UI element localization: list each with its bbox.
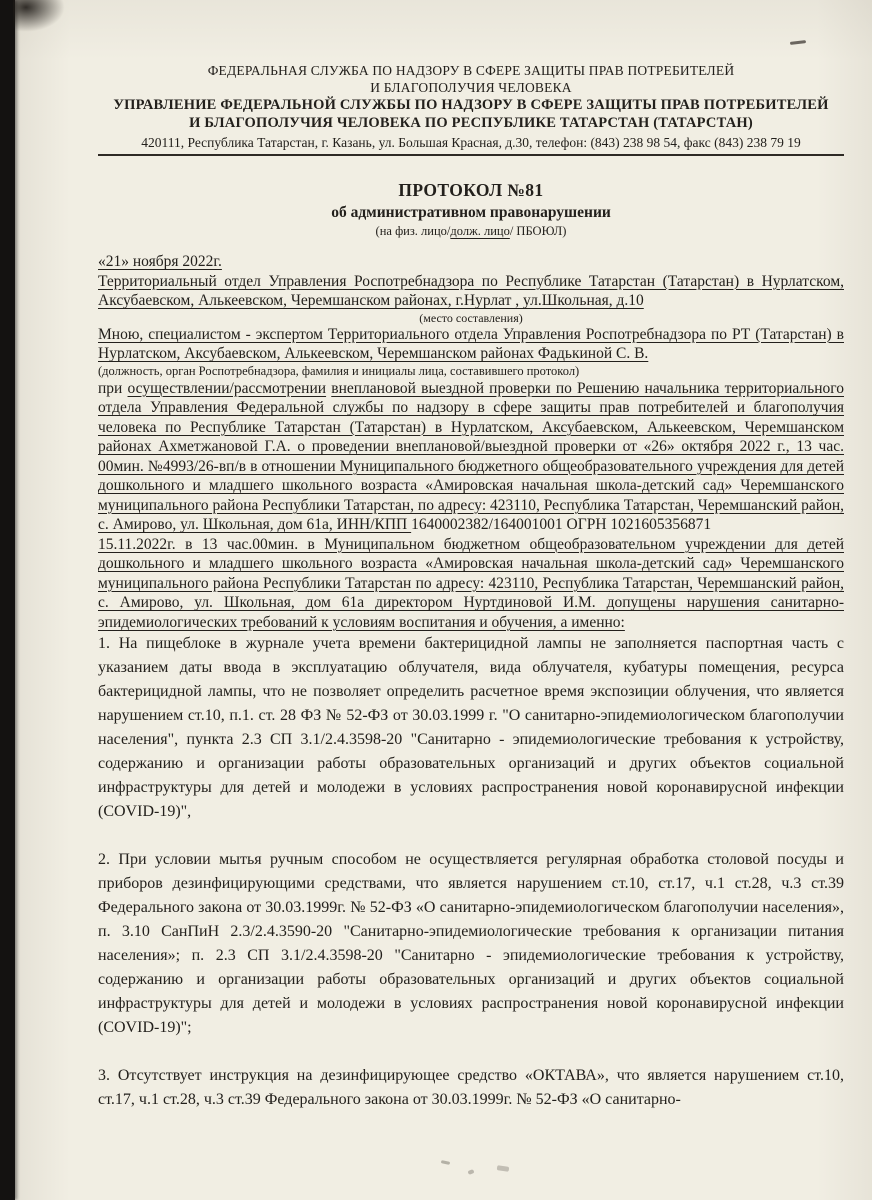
protocol-title: ПРОТОКОЛ №81 bbox=[398, 180, 544, 200]
protocol-subtitle: об административном правонарушении bbox=[331, 204, 611, 221]
scan-speck bbox=[497, 1165, 510, 1172]
header-agency-line1: ФЕДЕРАЛЬНАЯ СЛУЖБА ПО НАДЗОРУ В СФЕРЕ ЗАЩИТЫ ПРАВ ПОТРЕБИТЕЛЕЙ bbox=[207, 63, 735, 78]
scan-speck bbox=[467, 1169, 474, 1175]
scan-speck bbox=[441, 1160, 450, 1165]
violation-item-1: 1. На пищеблоке в журнале учета времени бактерицидной лампы не заполняется паспортная часть с указанием даты ввода в эксплуатацию облучателя, вида облучателя, кубатуры помещения, ресурса бактерицидной лампы, что не позволяет определить расчетное время экспозиции облучения, что является нарушением ст.10, п.1. ст. 28 ФЗ № 52-ФЗ от 30.03.1999 г. "О санитарно-эпидемиологическом благополучии населения", пункта 2.3 СП 3.1/2.4.3598-20 "Санитарно - эпидемиологические требования к устройству, содержанию и организации работы образовательных организаций и других объектов социальной инфраструктуры для детей и молодежи в условиях распространения новой коронавирусной инфекции (COVID-19)", bbox=[98, 635, 844, 820]
inspection-details: при осуществлении/рассмотрении внеплановой выездной проверки по Решению начальника территориального отдела Управления Федеральной службы по надзору в сфере защиты прав потребителей и благополучия человека по Республике Татарстан (Татарстан) в Нурлатском, Аксубаевском, Алькеевском, Черемшанском районах Ахметжановой Г.А. о проведении внеплановой/выездной проверки от «26» октября 2022 г., 13 час. 00мин. №4993/26-вп/в в отношении Муниципального бюджетного общеобразовательного учреждения для детей дошкольного и младшего школьного возраста «Амировская начальная школа-детский сад» Черемшанского муниципального района Республики Татарстан, по адресу: 423110, Республика Татарстан, Черемшанский район, с. Амирово, ул. Школьная, дом 61а, ИНН/КПП 1640002382/164001001 ОГРН 1021605356871 bbox=[98, 379, 844, 533]
header-department-line2: И БЛАГОПОЛУЧИЯ ЧЕЛОВЕКА ПО РЕСПУБЛИКЕ ТАТАРСТАН (ТАТАРСТАН) bbox=[189, 115, 753, 131]
violation-item-2: 2. При условии мытья ручным способом не осуществляется регулярная обработка столовой посуды и приборов дезинфицирующими средствами, что является нарушением ст.10, ст.17, ч.1 ст.28, ч.3 ст.39 Федерального закона от 30.03.1999г. № 52-ФЗ «О санитарно-эпидемиологическом благополучии населения», п. 3.10 СанПиН 2.3/2.4.3590-20 "Санитарно-эпидемиологические требования к организации питания населения»; п. 2.3 СП 3.1/2.4.3598-20 "Санитарно - эпидемиологические требования к устройству, содержанию и организации работы образовательных организаций и других объектов социальной инфраструктуры для детей и молодежи в условиях распространения новой коронавирусной инфекции (COVID-19)"; bbox=[98, 851, 844, 1036]
place-of-drafting: Территориальный отдел Управления Роспотребнадзора по Республике Татарстан (Татарстан) в Нурлатском, Аксубаевском, Алькеевском, Черемшанском районах, г.Нурлат , ул.Школьная, д.10 bbox=[98, 272, 844, 309]
header-department-line1: УПРАВЛЕНИЕ ФЕДЕРАЛЬНОЙ СЛУЖБЫ ПО НАДЗОРУ В СФЕРЕ ЗАЩИТЫ ПРАВ ПОТРЕБИТЕЛЕЙ bbox=[113, 97, 829, 113]
place-caption: (место составления) bbox=[419, 310, 523, 325]
document-body bbox=[98, 252, 844, 1112]
protocol-entity-note: (на физ. лицо/долж. лицо/ ПБОЮЛ) bbox=[375, 224, 567, 238]
date-line: «21» ноября 2022г. bbox=[98, 253, 222, 270]
header-agency-line2: И БЛАГОПОЛУЧИЯ ЧЕЛОВЕКА bbox=[370, 80, 572, 95]
violation-item-3: 3. Отсутствует инструкция на дезинфицирующее средство «ОКТАВА», что является нарушением ст.10, ст.17, ч.1 ст.28, ч.3 ст.39 Федерального закона от 30.03.1999г. № 52-ФЗ «О санитарно- bbox=[98, 1067, 844, 1108]
header-address: 420111, Республика Татарстан, г. Казань, ул. Большая Красная, д.30, телефон: (843) 238 98 54, факс (843) 238 79 19 bbox=[141, 135, 801, 150]
officer-caption: (должность, орган Роспотребнадзора, фамилия и инициалы лица, составившего протокол) bbox=[98, 363, 580, 378]
drafting-officer: Мною, специалистом - экспертом Территориального отдела Управления Роспотребнадзора по РТ (Татарстан) в Нурлатском, Аксубаевском, Алькеевском, Черемшанском районах Фадькиной С. В. bbox=[98, 325, 844, 362]
header-divider bbox=[98, 154, 844, 156]
violations-intro: 15.11.2022г. в 13 час.00мин. в Муниципальном бюджетном общеобразовательном учреждении для детей дошкольного и младшего школьного возраста «Амировская начальная школа-детский сад» Черемшанского муниципального района Республики Татарстан по адресу: 423110, Республика Татарстан, Черемшанский район, с. Амирово, ул. Школьная, дом 61а директором Нуртдиновой И.М. допущены нарушения санитарно-эпидемиологических требований к условиям воспитания и обучения, а именно: bbox=[98, 535, 844, 631]
